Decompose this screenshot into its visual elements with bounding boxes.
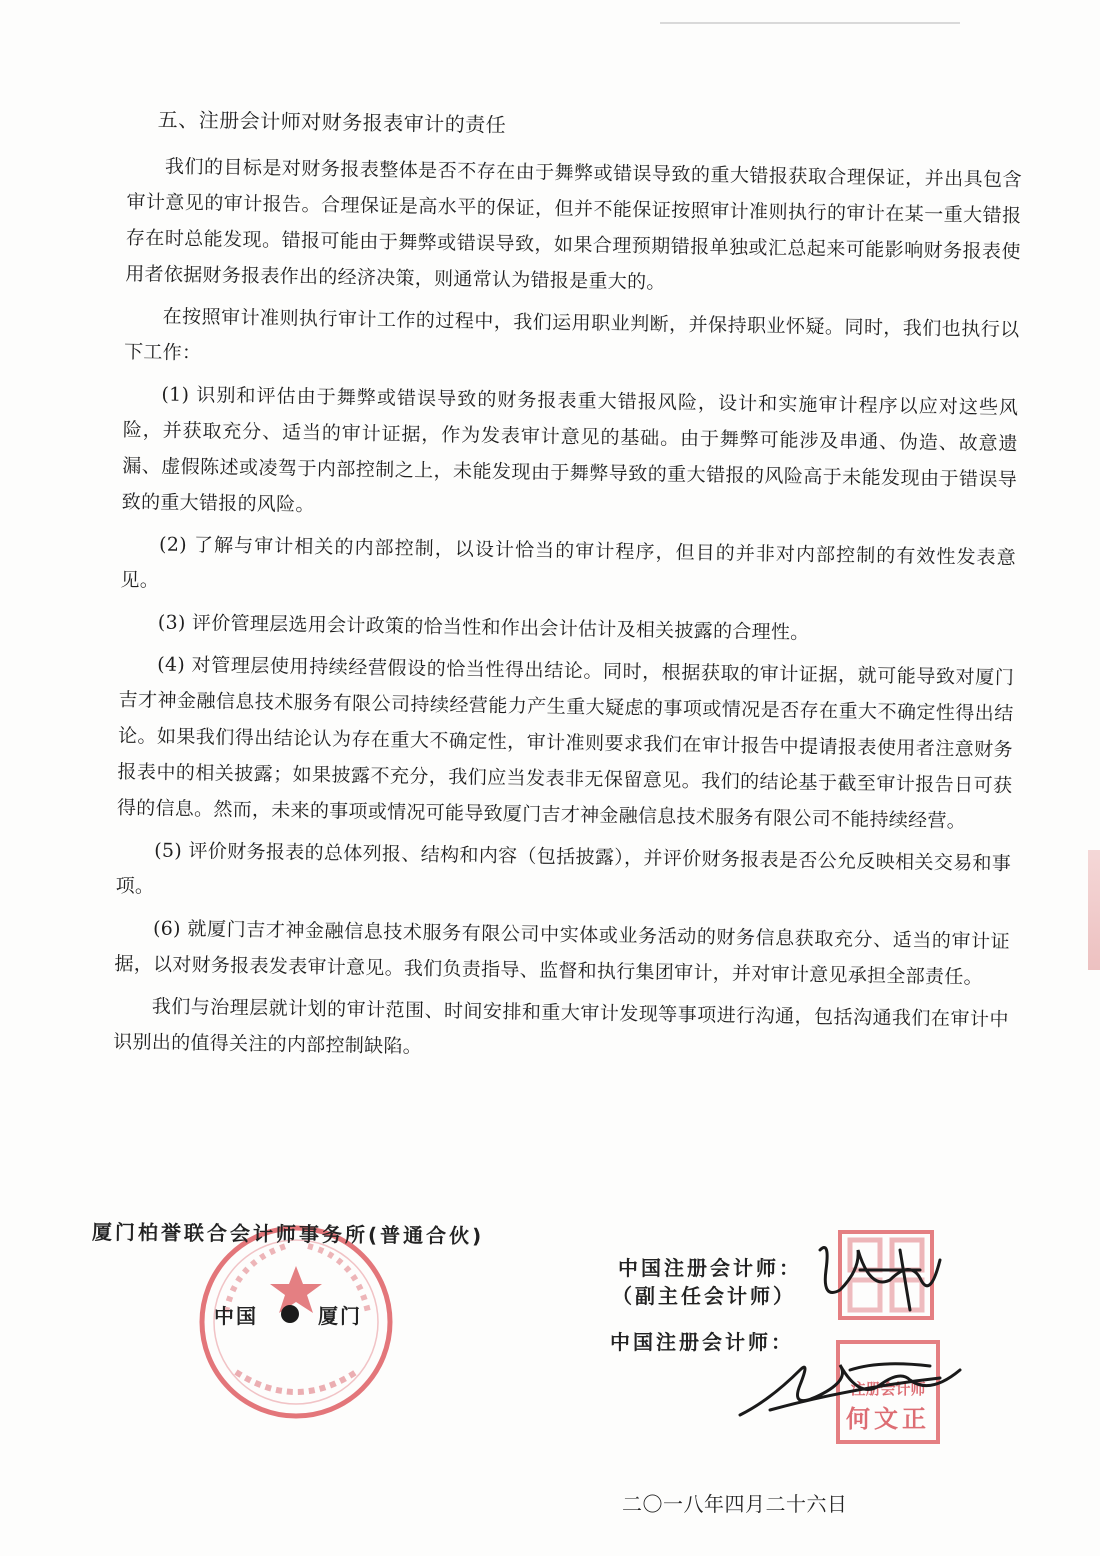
seal-label-xiamen: 厦门 <box>318 1304 362 1328</box>
seal-center-dot <box>281 1305 299 1323</box>
paragraph-item-3: (3) 评价管理层选用会计政策的恰当性和作出会计估计及相关披露的合理性。 <box>157 611 810 644</box>
scan-artifact-line <box>660 22 960 24</box>
firm-name: 厦门柏誉联合会计师事务所(普通合伙) <box>91 1219 485 1249</box>
paragraph-item-5: (5) 评价财务报表的总体列报、结构和内容（包括披露），并评价财务报表是否公允反映相关交易和事项。 <box>115 839 1012 898</box>
edge-stamp-mark <box>1088 850 1100 970</box>
cpa-seal-2-name: 何文正 <box>846 1405 930 1433</box>
paragraph-item-6: (6) 就厦门吉才神金融信息技术服务有限公司中实体或业务活动的财务信息获取充分、适当的审计证据，以对财务报表发表审计意见。我们负责指导、监督和执行集团审计，并对审计意见承担全部责任。 <box>114 917 1011 989</box>
signature-2 <box>730 1340 970 1430</box>
cpa-label-1: 中国注册会计师： <box>618 1256 802 1280</box>
paragraph-communication: 我们与治理层就计划的审计范围、时间安排和重大审计发现等事项进行沟通，包括沟通我们在审计中识别出的值得关注的内部控制缺陷。 <box>113 995 1009 1058</box>
cpa-seal-2-title: 注册会计师 <box>850 1380 926 1398</box>
cpa-label-2: 中国注册会计师： <box>610 1330 794 1354</box>
paragraph-item-2: (2) 了解与审计相关的内部控制，以设计恰当的审计程序，但目的并非对内部控制的有效性发表意见。 <box>120 533 1017 592</box>
signature-1 <box>800 1230 950 1320</box>
paragraph-objective: 我们的目标是对财务报表整体是否不存在由于舞弊或错误导致的重大错报获取合理保证，并出具包含审计意见的审计报告。合理保证是高水平的保证，但并不能保证按照审计准则执行的审计在某一重大错报存在时总能发现。错报可能由于舞弊或错误导致，如果合理预期错报单独或汇总起来可能影响财务报表使用者依据财务报表作出的经济决策，则通常认为错报是重大的。 <box>125 155 1023 294</box>
seal-label-china: 中国 <box>214 1304 258 1328</box>
report-date: 二〇一八年四月二十六日 <box>622 1492 848 1516</box>
cpa-label-1-role: （副主任会计师） <box>612 1284 796 1308</box>
paragraph-item-1: (1) 识别和评估由于舞弊或错误导致的财务报表重大错报风险，设计和实施审计程序以应对这些风险，并获取充分、适当的审计证据，作为发表审计意见的基础。由于舞弊可能涉及串通、伪造、故意遗漏、虚假陈述或凌驾于内部控制之上，未能发现由于舞弊导致的重大错报的风险高于未能发现由于错误导致的重大错报的风险。 <box>121 383 1019 516</box>
document-body <box>113 104 1023 1080</box>
section-heading: 五、注册会计师对财务报表审计的责任 <box>157 107 507 137</box>
paragraph-intro-procedures: 在按照审计准则执行审计工作的过程中，我们运用职业判断，并保持职业怀疑。同时，我们也执行以下工作： <box>123 305 1020 365</box>
paragraph-item-4: (4) 对管理层使用持续经营假设的恰当性得出结论。同时，根据获取的审计证据，就可能导致对厦门吉才神金融信息技术服务有限公司持续经营能力产生重大疑虑的事项或情况是否存在重大不确定性得出结论。如果我们得出结论认为存在重大不确定性，审计准则要求我们在审计报告中提请报表使用者注意财务报表中的相关披露；如果披露不充分，我们应当发表非无保留意见。我们的结论基于截至审计报告日可获得的信息。然而，未来的事项或情况可能导致厦门吉才神金融信息技术服务有限公司不能持续经营。 <box>116 653 1015 833</box>
